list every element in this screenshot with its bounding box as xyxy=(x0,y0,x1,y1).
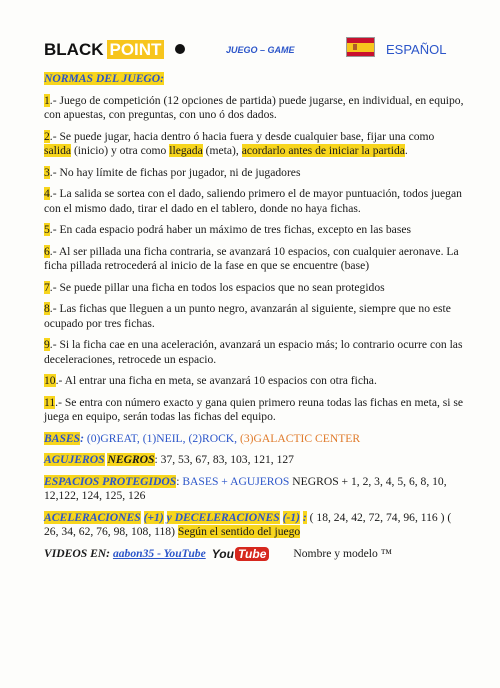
brand-point: POINT xyxy=(107,40,165,59)
game-label: JUEGO – GAME xyxy=(226,45,295,55)
rules-title: NORMAS DEL JUEGO: xyxy=(44,72,165,85)
rule-6: 6.- Al ser pillada una ficha contraria, se avanzará 10 espacios, con cualquier aeronave. La ficha pillada retrocederá al inicio de la fase en que se encuentre (base) xyxy=(44,244,459,272)
agujeros-line: AGUJEROS NEGROS: 37, 53, 67, 83, 103, 121, 127 xyxy=(44,453,294,466)
rule-11: 11.- Se entra con número exacto y gana quien primero reuna todas las fichas en meta, si se juega en equipo, serán todas las fichas del equipo. xyxy=(44,395,464,423)
rule-9: 9.- Si la ficha cae en una aceleración, avanzará un espacio más; lo contrario ocurre con las deceleraciones, retrocede un espacio. xyxy=(44,338,463,366)
bases-line: BASES: (0)GREAT, (1)NEIL, (2)ROCK, (3)GALACTIC CENTER xyxy=(44,431,361,445)
youtube-logo-icon: You Tube xyxy=(212,547,270,562)
rule-10: 10.- Al entrar una ficha en meta, se avanzará 10 espacios con otra ficha. xyxy=(44,374,377,387)
rule-5: 5.- En cada espacio podrá haber un máximo de tres fichas, excepto en las bases xyxy=(44,223,411,236)
protegidos-line: ESPACIOS PROTEGIDOS: BASES + AGUJEROS NEGROS + 1, 2, 3, 4, 5, 6, 8, 10, 12,122, 124, 125, 126 xyxy=(44,474,447,502)
rule-8: 8.- Las fichas que lleguen a un punto negro, avanzarán al siguiente, siempre que no este ocupado por tres fichas. xyxy=(44,302,451,330)
youtube-link[interactable]: aabon35 - YouTube xyxy=(112,546,206,560)
rule-3: 3.- No hay límite de fichas por jugador, ni de jugadores xyxy=(44,165,301,179)
rule-2: 2.- Se puede jugar, hacia dentro ó hacia fuera y desde cualquier base, fijar una como salida (inicio) y otra como llegada (meta), acordarlo antes de iniciar la partida. xyxy=(44,129,435,157)
videos-line: VIDEOS EN: aabon35 - YouTube You Tube Nombre y modelo ™ xyxy=(44,546,393,561)
rule-4: 4.- La salida se sortea con el dado, saliendo primero el de mayor puntuación, todos juegan con el mismo dado, tirar el dado en el tablero, donde no haya fichas. xyxy=(44,187,462,215)
header xyxy=(44,40,464,62)
rules-content xyxy=(44,72,464,568)
rule-1: 1.- Juego de competición (12 opciones de partida) puede jugarse, en individual, en equipo, con apuestas, con preguntas, con uno ó dos dados. xyxy=(44,93,464,121)
rule-7: 7.- Se puede pillar una ficha en todos los espacios que no sean protegidos xyxy=(44,280,385,294)
black-point-icon xyxy=(175,44,185,54)
brand-logo xyxy=(44,40,164,60)
aceleraciones-line: ACELERACIONES (+1) y DECELERACIONES (-1) : ( 18, 24, 42, 72, 74, 96, 116 ) ( 26, 34, 62, 76, 98, 108, 118) Según el sentido del juego xyxy=(44,510,452,538)
brand-black: BLACK xyxy=(44,40,104,59)
language-label: ESPAÑOL xyxy=(386,42,447,57)
spain-flag-icon xyxy=(346,37,375,57)
trademark-note: Nombre y modelo ™ xyxy=(293,546,393,560)
